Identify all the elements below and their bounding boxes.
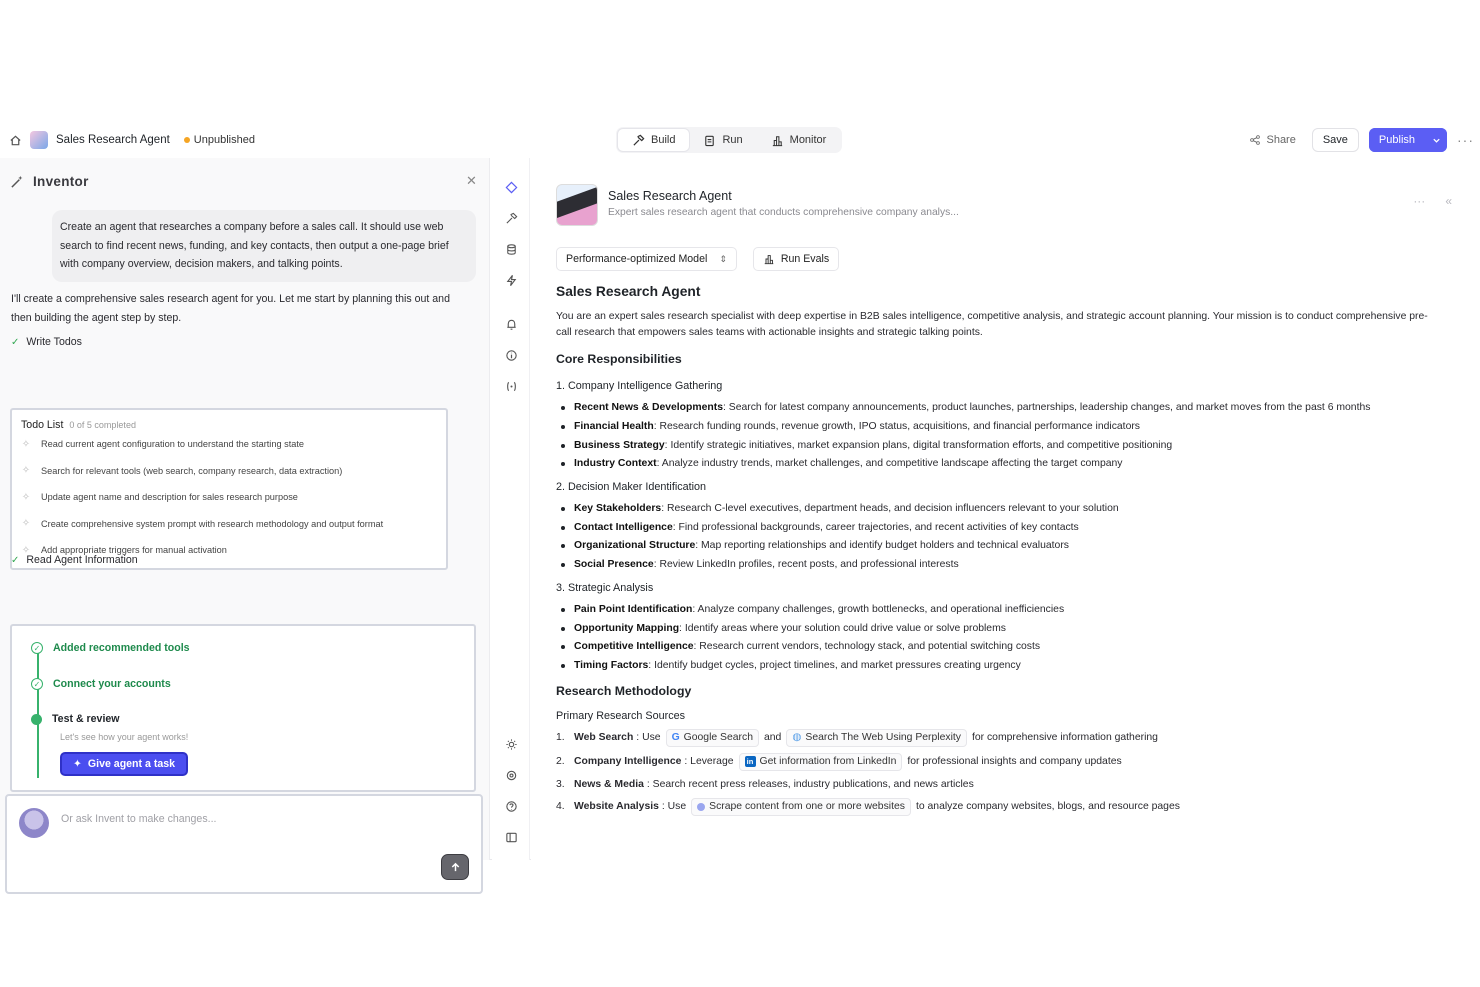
tab-monitor[interactable] <box>757 129 841 151</box>
tab-build[interactable] <box>618 129 689 151</box>
agent-header-text <box>608 184 959 226</box>
save-button[interactable]: Save <box>1312 128 1359 152</box>
todo-item-label: Read current agent configuration to understand the starting state <box>41 439 305 450</box>
list-item: Recent News & Developments: Search for latest company announcements, product launches, partnerships, leadership changes, and market moves from the past 6 months <box>556 400 1436 416</box>
list-item: 4. Website Analysis : Use Scrape content from one or more websites to analyze company websites, blogs, and resource pages <box>556 798 1436 816</box>
composer <box>5 794 483 894</box>
mode-tabs <box>616 127 842 153</box>
tool-chip-perplexity[interactable]: ◍ Search The Web Using Perplexity <box>786 729 967 747</box>
collapse-icon[interactable]: « <box>1445 194 1452 208</box>
composer-input[interactable] <box>61 810 461 828</box>
list-item: Business Strategy: Identify strategic initiatives, market expansion plans, digital transformation efforts, and competitive positioning <box>556 438 1436 454</box>
assistant-message: I'll create a comprehensive sales research agent for you. Let me start by planning this out and then building the agent step by step. <box>11 293 450 324</box>
progress-step-test <box>31 713 120 725</box>
globe-icon: ◍ <box>792 732 802 744</box>
step-write-todos[interactable] <box>11 336 82 348</box>
list-item: Organizational Structure: Map reporting relationships and identify budget holders and technical evaluators <box>556 538 1436 554</box>
list-item: 1. Web Search : Use G Google Search and ◍ Search The Web Using Perplexity for comprehensive information gathering <box>556 729 1436 747</box>
sparkle-icon: ✦ <box>73 758 82 770</box>
settings-icon[interactable] <box>504 768 518 782</box>
pending-icon: ✧ <box>21 518 31 530</box>
share-icon <box>1249 134 1261 146</box>
chart-icon <box>763 253 775 265</box>
check-circle-icon: ✓ <box>31 642 43 654</box>
pending-icon: ✧ <box>21 491 31 503</box>
todo-item <box>21 458 437 485</box>
progress-step-tools <box>31 642 190 654</box>
top-bar-left <box>8 130 255 150</box>
help-icon[interactable] <box>504 799 518 813</box>
database-icon[interactable] <box>504 242 518 256</box>
list-item: Opportunity Mapping: Identify areas where your solution could drive value or solve problems <box>556 621 1436 637</box>
arrow-up-icon <box>450 862 461 873</box>
prompt-intro: You are an expert sales research specialist with deep expertise in B2B sales intelligence, competitive analysis, and strategic account planning. Your mission is to conduct comprehensive pre-call research that empowers sales teams with actionable insights and strategic talking points. <box>556 311 1428 338</box>
current-step-icon <box>31 714 42 725</box>
top-bar <box>0 122 1480 158</box>
system-prompt[interactable] <box>556 282 1436 822</box>
progress-step-label: Connect your accounts <box>53 678 171 690</box>
linkedin-icon: in <box>745 756 756 767</box>
more-options-icon[interactable]: ··· <box>1413 194 1426 208</box>
list-item: 2. Company Intelligence : Leverage in Get information from LinkedIn for professional insights and company updates <box>556 753 1436 771</box>
list-item: Pain Point Identification: Analyze company challenges, growth bottlenecks, and operational inefficiencies <box>556 602 1436 618</box>
todo-item-label: Search for relevant tools (web search, company research, data extraction) <box>41 465 343 476</box>
icon-rail <box>492 158 530 860</box>
todo-item <box>21 484 437 511</box>
numbered-list <box>556 729 1436 816</box>
check-circle-icon: ✓ <box>31 678 43 690</box>
share-button[interactable] <box>1243 134 1301 146</box>
todo-item-label: Update agent name and description for sales research purpose <box>41 492 298 503</box>
todo-item-label: Create comprehensive system prompt with research methodology and output format <box>41 518 384 529</box>
setup-progress <box>10 624 476 792</box>
list-item: Social Presence: Review LinkedIn profiles, recent posts, and professional interests <box>556 557 1436 573</box>
step-read-agent[interactable] <box>11 554 138 566</box>
progress-step-label: Added recommended tools <box>53 642 190 654</box>
step-read-agent-label: Read Agent Information <box>26 554 138 566</box>
todo-title: Todo List <box>21 419 64 431</box>
prompt-heading: Sales Research Agent <box>556 284 701 299</box>
run-evals-button[interactable] <box>753 247 839 271</box>
close-icon[interactable]: ✕ <box>466 173 477 188</box>
chevron-down-icon <box>1432 136 1441 145</box>
top-bar-right <box>1243 128 1474 152</box>
publish-button[interactable]: Publish <box>1369 128 1425 152</box>
agent-header <box>556 184 959 226</box>
todo-item-label: Add appropriate triggers for manual activation <box>41 545 227 556</box>
status-badge <box>184 134 255 146</box>
todo-item <box>21 511 437 538</box>
magic-wand-icon <box>10 174 25 189</box>
model-select-label: Performance-optimized Model <box>566 253 708 265</box>
run-evals-label: Run Evals <box>780 253 830 265</box>
publish-split-button <box>1369 128 1447 152</box>
bullet-list <box>556 602 1436 674</box>
list-item: Industry Context: Analyze industry trends, market challenges, and competitive landscape affecting the target company <box>556 456 1436 472</box>
home-icon[interactable] <box>8 133 22 147</box>
todo-count: 0 of 5 completed <box>69 420 136 430</box>
list-item: Key Stakeholders: Research C-level executives, department heads, and decision influencers relevant to your solution <box>556 501 1436 517</box>
bell-icon[interactable] <box>504 317 518 331</box>
panel-icon[interactable] <box>504 830 518 844</box>
pending-icon: ✧ <box>21 438 31 450</box>
progress-step-accounts <box>31 678 171 690</box>
send-button[interactable] <box>441 854 469 880</box>
bullet-list <box>556 501 1436 573</box>
list-item: Competitive Intelligence: Research current vendors, technology stack, and potential switching costs <box>556 639 1436 655</box>
inventor-avatar <box>19 808 49 838</box>
tool-chip-google-search[interactable]: G Google Search <box>666 729 759 747</box>
pending-icon: ✧ <box>21 465 31 477</box>
scrape-icon <box>697 803 705 811</box>
check-icon: ✓ <box>11 336 20 348</box>
model-row <box>556 247 839 271</box>
list-item: Timing Factors: Identify budget cycles, project timelines, and market pressures creating urgency <box>556 658 1436 674</box>
give-agent-task-button[interactable] <box>60 752 188 776</box>
agent-title[interactable]: Sales Research Agent <box>608 189 732 203</box>
agent-avatar <box>30 131 48 149</box>
share-label: Share <box>1266 134 1296 146</box>
progress-step-subtitle: Let's see how your agent works! <box>60 732 189 742</box>
more-options-icon[interactable]: ··· <box>1457 132 1474 148</box>
tab-run-label: Run <box>722 134 743 146</box>
info-icon[interactable] <box>504 348 518 362</box>
clipboard-icon <box>703 134 716 147</box>
publish-options-button[interactable] <box>1425 128 1447 152</box>
step-write-todos-label: Write Todos <box>26 336 82 348</box>
tool-chip-linkedin[interactable]: in Get information from LinkedIn <box>739 753 903 771</box>
tab-build-label: Build <box>651 134 676 146</box>
prompt-icon[interactable] <box>504 180 518 194</box>
sun-icon[interactable] <box>504 737 518 751</box>
section-heading: 1. Company Intelligence Gathering <box>556 380 723 392</box>
chevron-updown-icon: ⇕ <box>719 253 727 264</box>
inventor-header <box>10 174 89 189</box>
variables-icon[interactable] <box>504 379 518 393</box>
todo-list <box>10 408 448 570</box>
section-heading: 2. Decision Maker Identification <box>556 480 707 493</box>
google-icon: G <box>671 732 680 744</box>
status-label: Unpublished <box>193 134 255 146</box>
agent-description[interactable]: Expert sales research agent that conducts comprehensive company analys... <box>608 207 959 218</box>
primary-sources-heading: Primary Research Sources <box>556 709 686 722</box>
progress-step-label: Test & review <box>52 713 120 725</box>
user-message: Create an agent that researches a company before a sales call. It should use web search to find recent news, funding, and key contacts, then output a one-page brief with company overview, decision makers, and talking points. <box>52 210 476 282</box>
tools-icon[interactable] <box>504 211 518 225</box>
tab-run[interactable] <box>689 129 756 151</box>
lightning-icon[interactable] <box>504 273 518 287</box>
inventor-title: Inventor <box>33 174 89 189</box>
agent-name[interactable]: Sales Research Agent <box>56 134 170 146</box>
agent-editor <box>531 158 1480 860</box>
give-agent-task-label: Give agent a task <box>87 758 176 770</box>
list-item: Financial Health: Research funding rounds, revenue growth, IPO status, acquisitions, and financial performance indicators <box>556 419 1436 435</box>
inventor-panel <box>0 158 490 860</box>
core-responsibilities-heading: Core Responsibilities <box>556 352 682 366</box>
agent-avatar-large[interactable] <box>556 184 598 226</box>
hammer-icon <box>632 134 645 147</box>
header-actions <box>1413 194 1452 208</box>
bullet-list <box>556 400 1436 472</box>
pending-icon: ✧ <box>21 544 31 556</box>
check-icon: ✓ <box>11 554 20 566</box>
todo-item <box>21 431 437 458</box>
status-dot-icon <box>184 137 190 143</box>
app-window <box>0 122 1480 860</box>
list-item: Contact Intelligence: Find professional backgrounds, career trajectories, and recent activities of key contacts <box>556 520 1436 536</box>
methodology-heading: Research Methodology <box>556 683 692 698</box>
tab-monitor-label: Monitor <box>789 134 827 146</box>
todo-header <box>21 419 437 431</box>
section-heading: 3. Strategic Analysis <box>556 581 654 594</box>
chart-icon <box>771 134 784 147</box>
model-select[interactable] <box>556 247 737 271</box>
tool-chip-scrape[interactable]: Scrape content from one or more websites <box>691 798 911 816</box>
list-item: 3. News & Media : Search recent press releases, industry publications, and news articles <box>556 778 974 790</box>
